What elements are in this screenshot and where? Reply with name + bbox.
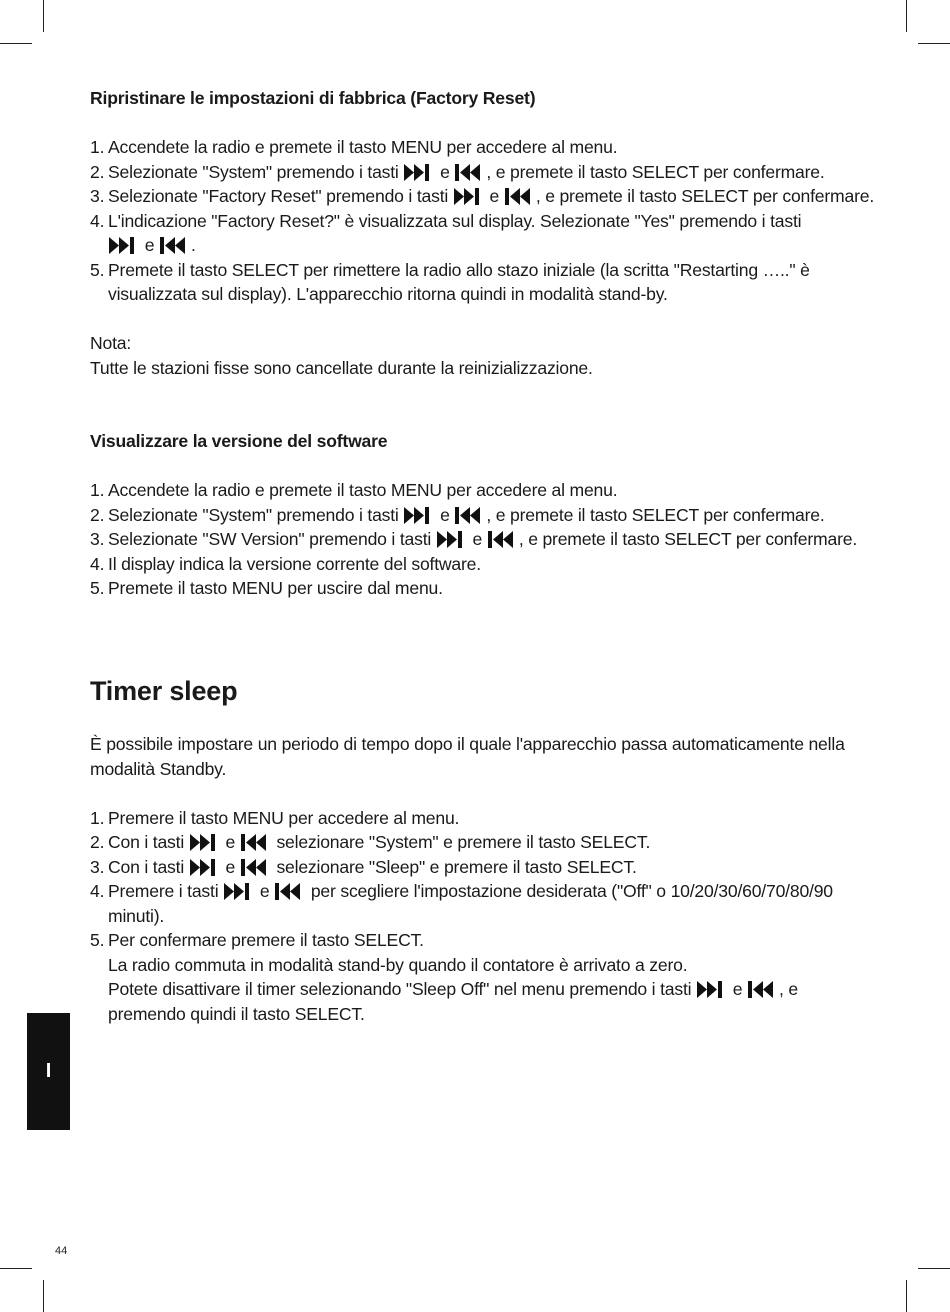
list-item: 1. Premere il tasto MENU per accedere al menu. [90,807,460,828]
skip-previous-icon [505,188,535,205]
skip-next-icon [109,237,139,254]
timer-sleep-intro: È possibile impostare un periodo di tempo dopo il quale l'apparecchio passa automaticamente nella modalità Standby. [90,734,845,779]
crop-mark [43,1280,44,1312]
language-tab: I [27,1013,70,1130]
crop-mark [906,0,907,32]
skip-previous-icon [455,507,485,524]
list-item: 5. Premete il tasto SELECT per rimettere la radio allo stazo iniziale (la scritta "Restarting ….." è visualizzata sul display). L'apparecchio ritorna quindi in modalità stand-by. [90,259,810,304]
section-title-factory-reset: Ripristinare le impostazioni di fabbrica (Factory Reset) [90,88,536,108]
software-version-steps [90,478,880,601]
skip-previous-icon [748,981,778,998]
list-item: 3. Selezionate "SW Version" premendo i tasti e , e premete il tasto SELECT per confermare. [90,529,858,549]
list-item: 4. L'indicazione "Factory Reset?" è visualizzata sul display. Selezionate "Yes" premendo i tasti e . [90,210,802,255]
list-item: 4. Premere i tasti e per scegliere l'impostazione desiderata ("Off" o 10/20/30/60/70/80/90 minuti). [90,881,833,926]
timer-sleep-steps [90,806,880,1027]
page-number: 44 [55,1245,68,1257]
skip-next-icon [404,507,434,524]
list-item: 5. Per confermare premere il tasto SELECT. La radio commuta in modalità stand-by quando il contatore è arrivato a zero. Potete disattivare il timer selezionando "Sleep Off" nel menu premendo i tasti e , e premendo quindi il tasto SELECT. [90,930,799,1024]
skip-next-icon [697,981,727,998]
skip-previous-icon [241,859,271,876]
skip-previous-icon [160,237,190,254]
list-item: 2. Con i tasti e selezionare "System" e premere il tasto SELECT. [90,832,651,852]
list-item: 5. Premete il tasto MENU per uscire dal menu. [90,578,443,598]
factory-reset-steps [90,135,880,307]
section-title-software-version: Visualizzare la versione del software [90,431,388,451]
crop-mark [906,1280,907,1312]
list-item: 4. Il display indica la versione corrente del software. [90,553,481,574]
skip-previous-icon [275,883,305,900]
page-content [90,86,880,1026]
note-text: Tutte le stazioni fisse sono cancellate durante la reinizializzazione. [90,357,593,378]
note-label: Nota: [90,333,132,353]
crop-mark [918,43,950,44]
skip-next-icon [190,859,220,876]
list-item: 3. Selezionate "Factory Reset" premendo i tasti e , e premete il tasto SELECT per confermare. [90,186,875,206]
list-item: 2. Selezionate "System" premendo i tasti e , e premete il tasto SELECT per confermare. [90,504,825,525]
section-title-timer-sleep: Timer sleep [90,675,238,706]
crop-mark [43,0,44,32]
skip-next-icon [190,834,220,851]
crop-mark [0,1268,32,1269]
list-item: 1. Accendete la radio e premete il tasto MENU per accedere al menu. [90,480,618,500]
skip-next-icon [224,883,254,900]
skip-next-icon [437,531,467,548]
crop-mark [918,1268,950,1269]
list-item: 2. Selezionate "System" premendo i tasti e , e premete il tasto SELECT per confermare. [90,161,825,182]
skip-next-icon [454,188,484,205]
skip-next-icon [404,164,434,181]
crop-mark [0,43,32,44]
skip-previous-icon [488,531,518,548]
skip-previous-icon [241,834,271,851]
skip-previous-icon [455,164,485,181]
list-item: 1. Accendete la radio e premete il tasto MENU per accedere al menu. [90,137,618,157]
list-item: 3. Con i tasti e selezionare "Sleep" e premere il tasto SELECT. [90,856,637,877]
